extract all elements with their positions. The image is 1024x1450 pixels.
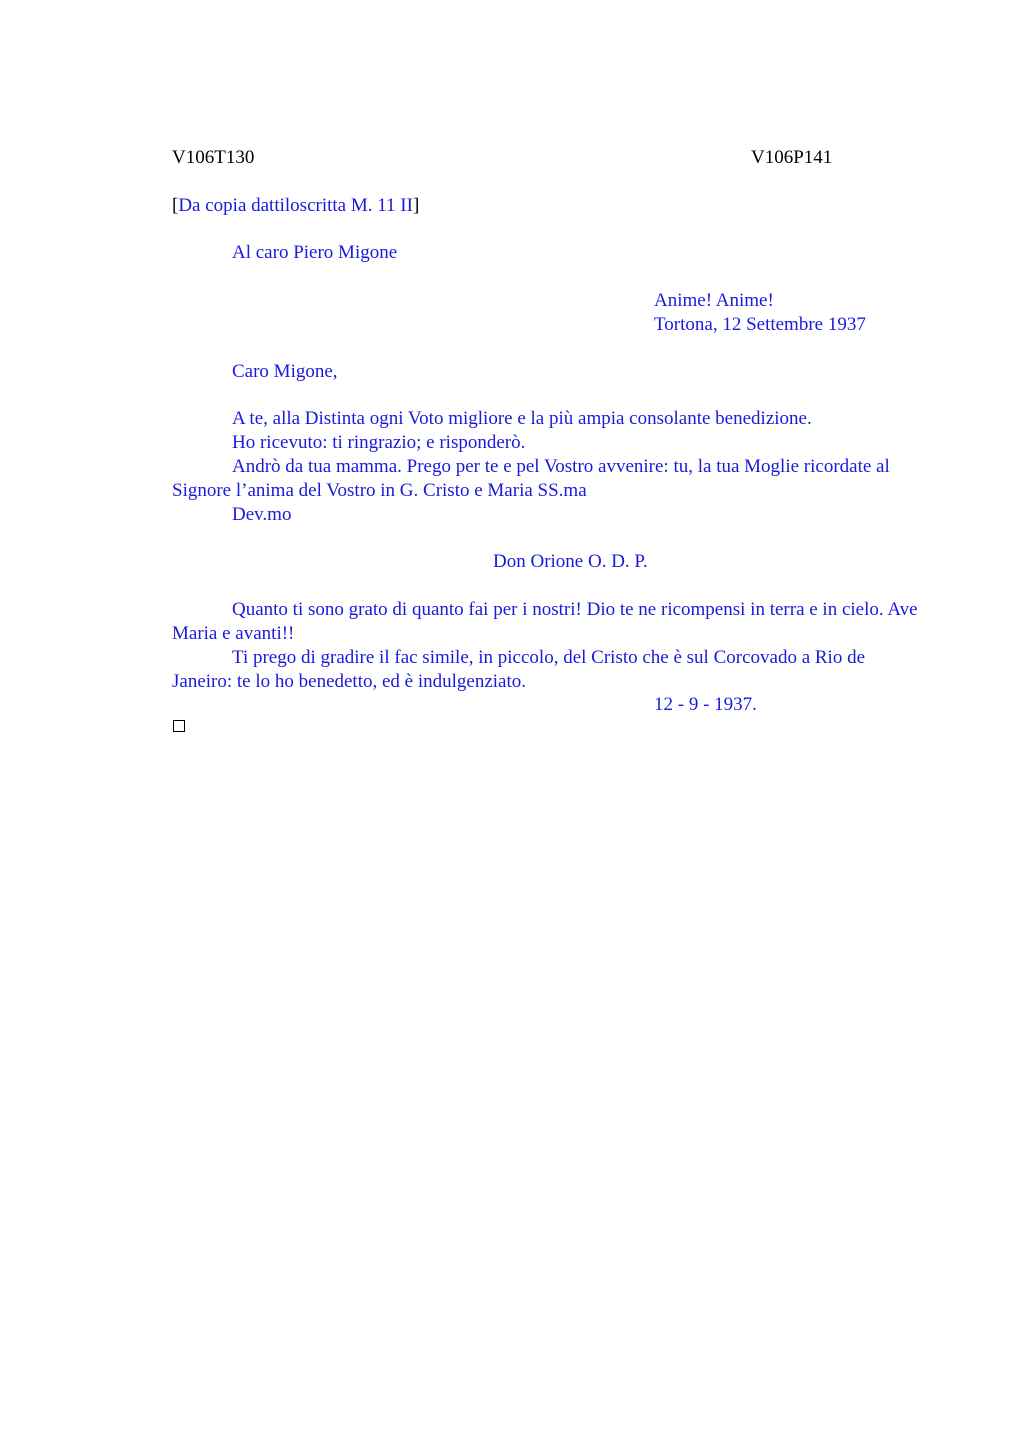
- signature: Don Orione O. D. P.: [493, 551, 648, 572]
- postscript-date: 12 - 9 - 1937.: [654, 694, 757, 715]
- motto: Anime! Anime!: [654, 290, 774, 311]
- place-date: Tortona, 12 Settembre 1937: [654, 314, 866, 335]
- source-note-open-bracket: [: [172, 195, 179, 216]
- body-line: Ho ricevuto: ti ringrazio; e risponderò.: [232, 432, 526, 453]
- body-line: A te, alla Distinta ogni Voto migliore e la più ampia consolante benedizione.: [232, 408, 812, 429]
- checkbox-glyph: [173, 720, 185, 732]
- salutation: Caro Migone,: [232, 361, 338, 382]
- source-note: [172, 194, 419, 218]
- body-paragraph: Andrò da tua mamma. Prego per te e pel Vostro avvenire: tu, la tua Moglie ricordate al Signore l’anima del Vostro in G. Cristo e Maria SS.ma: [172, 456, 890, 501]
- closing: Dev.mo: [232, 504, 292, 525]
- source-note-text: Da copia dattiloscritta M. 11 II: [178, 195, 413, 216]
- source-note-close-bracket: ]: [412, 195, 420, 216]
- document-code-right: V106P141: [751, 147, 833, 168]
- document-code-left: V106T130: [172, 147, 255, 168]
- postscript-paragraph: Ti prego di gradire il fac simile, in piccolo, del Cristo che è sul Corcovado a Rio de Janeiro: te lo ho benedetto, ed è indulgenziato.: [172, 647, 866, 692]
- addressee: Al caro Piero Migone: [232, 242, 398, 263]
- postscript-paragraph: Quanto ti sono grato di quanto fai per i nostri! Dio te ne ricompensi in terra e in cielo. Ave Maria e avanti!!: [172, 599, 918, 644]
